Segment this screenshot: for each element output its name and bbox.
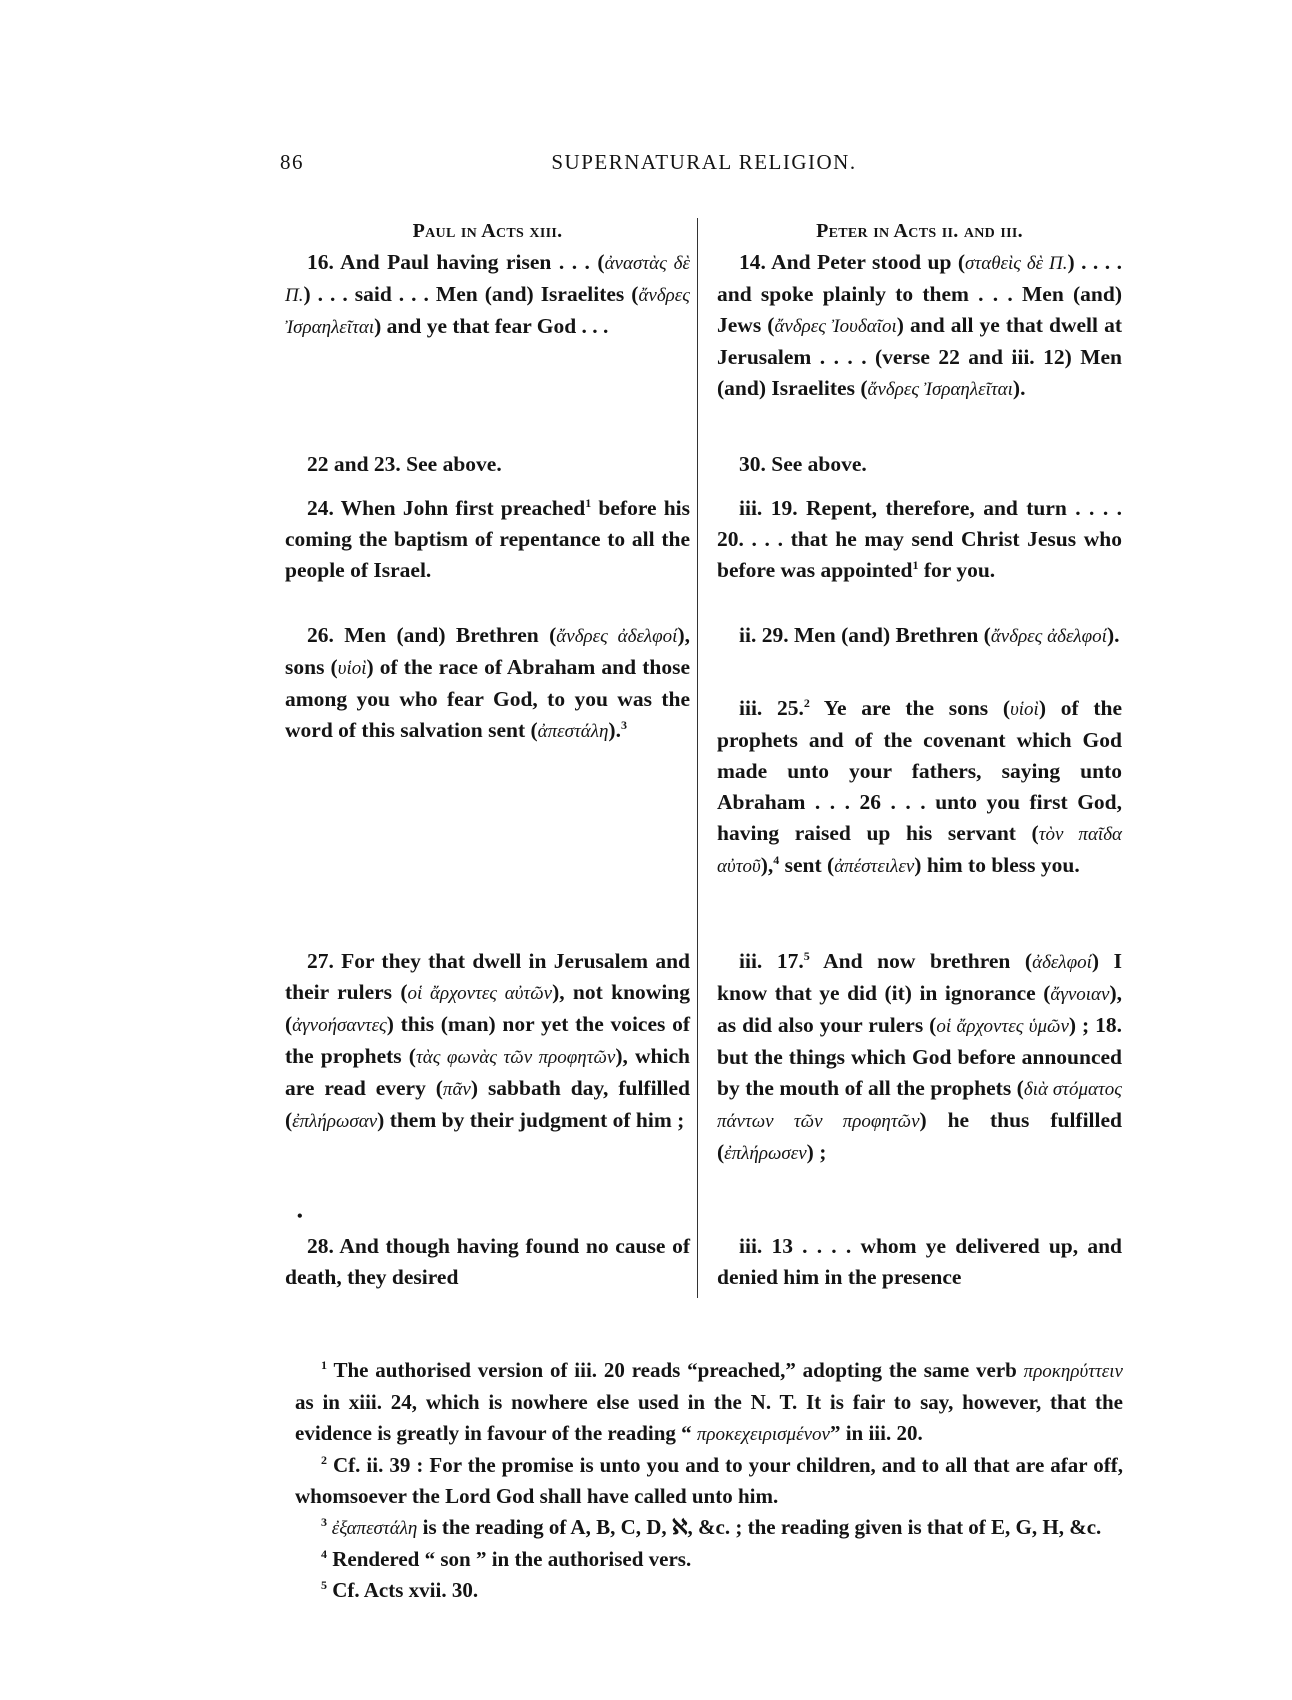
left-column-paul bbox=[285, 216, 691, 1289]
footnote-3: $^3$ ἐξαπεστάλη is the reading of A, B, C, D, ℵ, &c. ; the reading given is that of E, G, H, &c. bbox=[321, 1515, 1102, 1539]
left-paragraph-16: 16. And Paul having risen . . . (ἀναστὰς δὲ Π.) . . . said . . . Men (and) Israelites (ἄνδρες Ἰσραηλεῖται) and ye that fear God . . . bbox=[285, 250, 690, 338]
footnote-2: $^2$ Cf. ii. 39 : For the promise is unto you and to your children, and to all that are afar off, whomsoever the Lord God shall have called unto him. bbox=[295, 1453, 1123, 1508]
right-paragraph-iii-19: iii. 19. Repent, therefore, and turn . . . . 20. . . . that he may send Christ Jesus who before was appointed$^1$ for you. bbox=[717, 496, 1122, 582]
right-paragraph-iii-25: iii. 25.$^2$ Ye are the sons (υἱοὶ) of the prophets and of the covenant which God made unto your fathers, saying unto Abraham . . . 26 . . . unto you first God, having raised up his servant (τὸν παῖδα αὐτοῦ),$^4$ sent (ἀπέστειλεν) him to bless you. bbox=[717, 695, 1123, 877]
right-paragraph-30: 30. See above. bbox=[739, 452, 867, 476]
left-paragraph-24: 24. When John first preached$^1$ before his coming the baptism of repentance to all the people of Israel. bbox=[285, 495, 690, 582]
left-paragraph-27: 27. For they that dwell in Jerusalem and their rulers (οἱ ἄρχοντες αὐτῶν), not knowing (ἀγνοήσαντες) this (man) nor yet the voices of the prophets (τὰς φωνὰς τῶν προφητῶν), which are read every (πᾶν) sabbath day, fulfilled (ἐπλήρωσαν) them by their judgment of him ; bbox=[285, 949, 691, 1132]
footnotes bbox=[295, 1355, 1123, 1606]
left-paragraph-22-23: 22 and 23. See above. bbox=[307, 452, 502, 476]
left-paragraph-28: 28. And though having found no cause of death, they desired bbox=[285, 1234, 690, 1289]
footnote-5: $^5$ Cf. Acts xvii. 30. bbox=[321, 1578, 479, 1602]
right-paragraph-14: 14. And Peter stood up (σταθεὶς δὲ Π.) . . . . and spoke plainly to them . . . Men (and) Jews (ἄνδρες Ἰουδαῖοι) and all ye that dwell at Jerusalem . . . . (verse 22 and iii. 12) Men (and) Israelites (ἄνδρες Ἰσραηλεῖται). bbox=[717, 250, 1122, 400]
column-divider bbox=[697, 218, 698, 1298]
left-paragraph-26: 26. Men (and) Brethren (ἄνδρες ἀδελφοί), sons (υἱοὶ) of the race of Abraham and those among you who fear God, to you was the word of this salvation sent (ἀπεστάλη).$^3$ bbox=[285, 623, 690, 742]
stray-bullet-mark: • bbox=[297, 1208, 303, 1225]
right-paragraph-iii-13: iii. 13 . . . . whom ye delivered up, and denied him in the presence bbox=[717, 1234, 1122, 1289]
page-header bbox=[280, 150, 1128, 182]
footnote-4: $^4$ Rendered “ son ” in the authorised vers. bbox=[321, 1547, 692, 1571]
right-column-heading: Peter in Acts ii. and iii. bbox=[816, 220, 1023, 242]
right-paragraph-ii-29: ii. 29. Men (and) Brethren (ἄνδρες ἀδελφοί). bbox=[739, 623, 1120, 647]
running-title: SUPERNATURAL RELIGION. bbox=[551, 150, 857, 174]
page-number: 86 bbox=[280, 150, 304, 174]
right-column-peter bbox=[717, 216, 1123, 1289]
left-column-heading: Paul in Acts xiii. bbox=[412, 220, 563, 242]
footnote-1: $^1$ The authorised version of iii. 20 reads “preached,” adopting the same verb προκηρύττειν as in xiii. 24, which is nowhere else used in the N. T. It is fair to say, however, that the evidence is greatly in favour of the reading “ προκεχειρισμένον” in iii. 20. bbox=[295, 1358, 1123, 1445]
right-paragraph-iii-17: iii. 17.$^5$ And now brethren (ἀδελφοί) I know that ye did (it) in ignorance (ἄγνοιαν), as did also your rulers (οἱ ἄρχοντες ὑμῶν) ; 18. but the things which God before announced by the mouth of all the prophets (διὰ στόματος πάντων τῶν προφητῶν) he thus fulfilled (ἐπλήρωσεν) ; bbox=[717, 948, 1123, 1164]
